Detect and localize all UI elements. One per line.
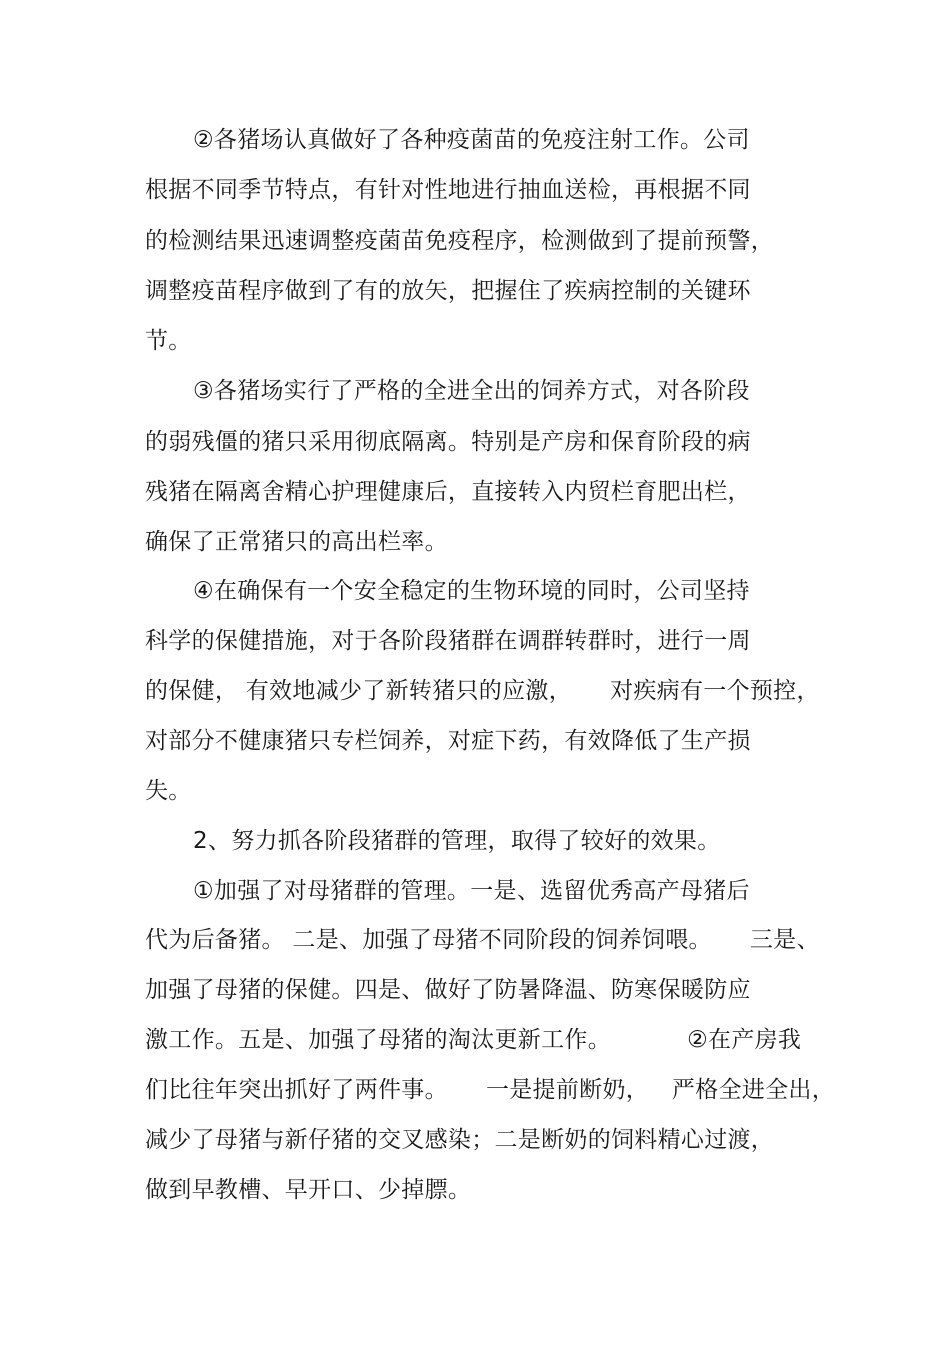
paragraph-line: 对部分不健康猪只专栏饲养，对症下药，有效降低了生产损	[145, 728, 751, 754]
paragraph-line: 加强了母猪的保健。四是、做好了防暑降温、防寒保暖防应	[145, 977, 751, 1003]
paragraph-line: 的保健， 有效地减少了新转猪只的应激， 对疾病有一个预控，	[145, 678, 820, 704]
paragraph-line: 残猪在隔离舍精心护理健康后，直接转入内贸栏育肥出栏，	[145, 479, 751, 505]
paragraph-line: 根据不同季节特点，有针对性地进行抽血送检，再根据不同	[145, 177, 751, 203]
paragraph-line: 科学的保健措施，对于各阶段猪群在调群转群时，进行一周	[145, 628, 751, 654]
paragraph-line: 激工作。五是、加强了母猪的淘汰更新工作。 ②在产房我	[145, 1027, 802, 1053]
section-heading: 2、努力抓各阶段猪群的管理，取得了较好的效果。	[193, 828, 721, 854]
paragraph-line: 确保了正常猪只的高出栏率。	[145, 529, 448, 555]
paragraph-line: 做到早教槽、早开口、少掉膘。	[145, 1177, 472, 1203]
paragraph-line: ③各猪场实行了严格的全进全出的饲养方式，对各阶段	[193, 378, 750, 404]
paragraph-line: 代为后备猪。 二是、加强了母猪不同阶段的饲养饲喂。 三是、	[145, 927, 820, 953]
paragraph-line: 节。	[145, 328, 192, 354]
paragraph-line: ①加强了对母猪群的管理。一是、选留优秀高产母猪后	[193, 878, 750, 904]
paragraph-line: 的弱残僵的猪只采用彻底隔离。特别是产房和保育阶段的病	[145, 429, 751, 455]
paragraph-line: 的检测结果迅速调整疫菌苗免疫程序，检测做到了提前预警，	[145, 228, 775, 254]
paragraph-line: 失。	[145, 778, 192, 804]
paragraph-line: 减少了母猪与新仔猪的交叉感染；二是断奶的饲料精心过渡，	[145, 1127, 775, 1153]
paragraph-line: 们比往年突出抓好了两件事。 一是提前断奶， 严格全进全出，	[145, 1077, 835, 1103]
paragraph-line: ②各猪场认真做好了各种疫菌苗的免疫注射工作。公司	[193, 127, 750, 153]
paragraph-line: 调整疫苗程序做到了有的放矢，把握住了疾病控制的关键环	[145, 278, 751, 304]
paragraph-line: ④在确保有一个安全稳定的生物环境的同时，公司坚持	[193, 578, 750, 604]
